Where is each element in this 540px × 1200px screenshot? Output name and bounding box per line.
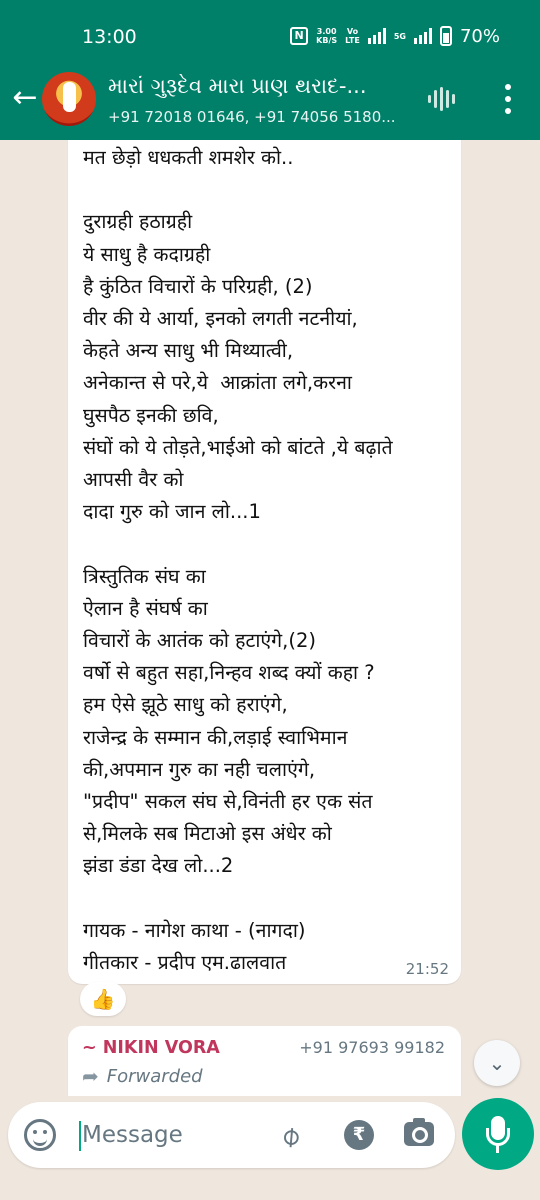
scroll-down-button[interactable] bbox=[474, 1040, 520, 1086]
signal-icon bbox=[368, 28, 386, 44]
message-text: मत छेड़ो धधकती शमशेर को.. दुराग्रही हठाग्रही ये साधु है कदाग्रही है कुंठित विचारों के परिग्रही, (2) वीर की ये आर्या, इनको लगती नटनीयां, केहते अन्य साधु भी मिथ्यात्वी, अनेकान्त से परे,ये आक्रांता लगे,करना घुसपैठ इनकी छवि, संघों को ये तोड़ते,भाईओ को बांटते ,ये बढ़ाते आपसी वैर को दादा गुरु को जान लो...1 त्रिस्तुतिक संघ का ऐलान है संघर्ष का विचारों के आतंक को हटाएंगे,(2) वर्षो से बहुत सहा,निन्हव शब्द क्यों कहा ? हम ऐसे झूठे साधु को हराएंगे, राजेन्द्र के सम्मान की,लड़ाई स्वाभिमान की,अपमान गुरु का नही चलाएंगे, "प्रदीप" सकल संघ से,विनंती हर एक संत से,मिलके सब मिटाओ इस अंधेर को झंडा डंडा देख लो...2 गायक - नागेश काथा - (नागदा) गीतकार - प्रदीप एम.ढालवात bbox=[83, 146, 393, 975]
status-time: 13:00 bbox=[82, 26, 137, 48]
mic-icon-stem bbox=[496, 1145, 499, 1153]
voice-chat-icon[interactable] bbox=[428, 86, 458, 112]
chat-title[interactable]: મારાં ગુરૂદેવ મારા પ્રાણ થરાદ-... bbox=[108, 74, 367, 98]
message-input[interactable] bbox=[82, 1116, 262, 1154]
next-message-bubble[interactable] bbox=[68, 1026, 461, 1096]
message-bubble[interactable] bbox=[68, 140, 461, 984]
sender-name[interactable]: ~ NIKIN VORA bbox=[82, 1038, 220, 1058]
emoji-icon[interactable] bbox=[24, 1119, 56, 1151]
message-time: 21:52 bbox=[405, 960, 449, 978]
network-type: 5G bbox=[393, 31, 406, 41]
net-speed bbox=[316, 27, 337, 45]
camera-icon[interactable] bbox=[404, 1122, 434, 1146]
attachment-icon[interactable]: ⌀ bbox=[272, 1117, 307, 1154]
text-cursor bbox=[79, 1121, 81, 1151]
double-chevron-down-icon: ⌄ bbox=[488, 1051, 506, 1075]
sender-phone: +91 97693 99182 bbox=[299, 1038, 445, 1057]
reaction-thumbs-up[interactable]: 👍 bbox=[80, 982, 126, 1016]
more-options-icon[interactable] bbox=[498, 84, 518, 114]
top-bar bbox=[0, 0, 540, 140]
battery-percent: 70% bbox=[459, 25, 500, 47]
chat-participants[interactable]: +91 72018 01646, +91 74056 5180... bbox=[108, 108, 396, 126]
status-icons bbox=[290, 24, 500, 48]
back-arrow-icon[interactable]: ← bbox=[12, 80, 38, 115]
forward-arrow-icon: ➦ bbox=[82, 1064, 99, 1088]
payment-icon[interactable]: ₹ bbox=[344, 1120, 374, 1150]
chat-header bbox=[0, 68, 540, 140]
mic-button[interactable] bbox=[462, 1098, 534, 1170]
battery-icon bbox=[440, 26, 452, 46]
lte-label: LTE bbox=[345, 36, 360, 45]
net-speed-value: 3.00 bbox=[316, 27, 337, 36]
nfc-icon: N bbox=[290, 27, 308, 45]
signal-icon-2 bbox=[414, 28, 432, 44]
net-speed-unit: KB/S bbox=[316, 36, 338, 45]
volte-indicator bbox=[345, 27, 360, 45]
status-bar bbox=[0, 0, 540, 68]
chat-area[interactable] bbox=[0, 140, 540, 1096]
mic-icon-arc bbox=[486, 1128, 510, 1146]
forwarded-label bbox=[82, 1064, 203, 1088]
group-avatar[interactable] bbox=[42, 72, 96, 126]
volte-label: Vo bbox=[346, 27, 359, 36]
message-composer bbox=[8, 1102, 455, 1168]
forwarded-text: Forwarded bbox=[106, 1065, 203, 1087]
